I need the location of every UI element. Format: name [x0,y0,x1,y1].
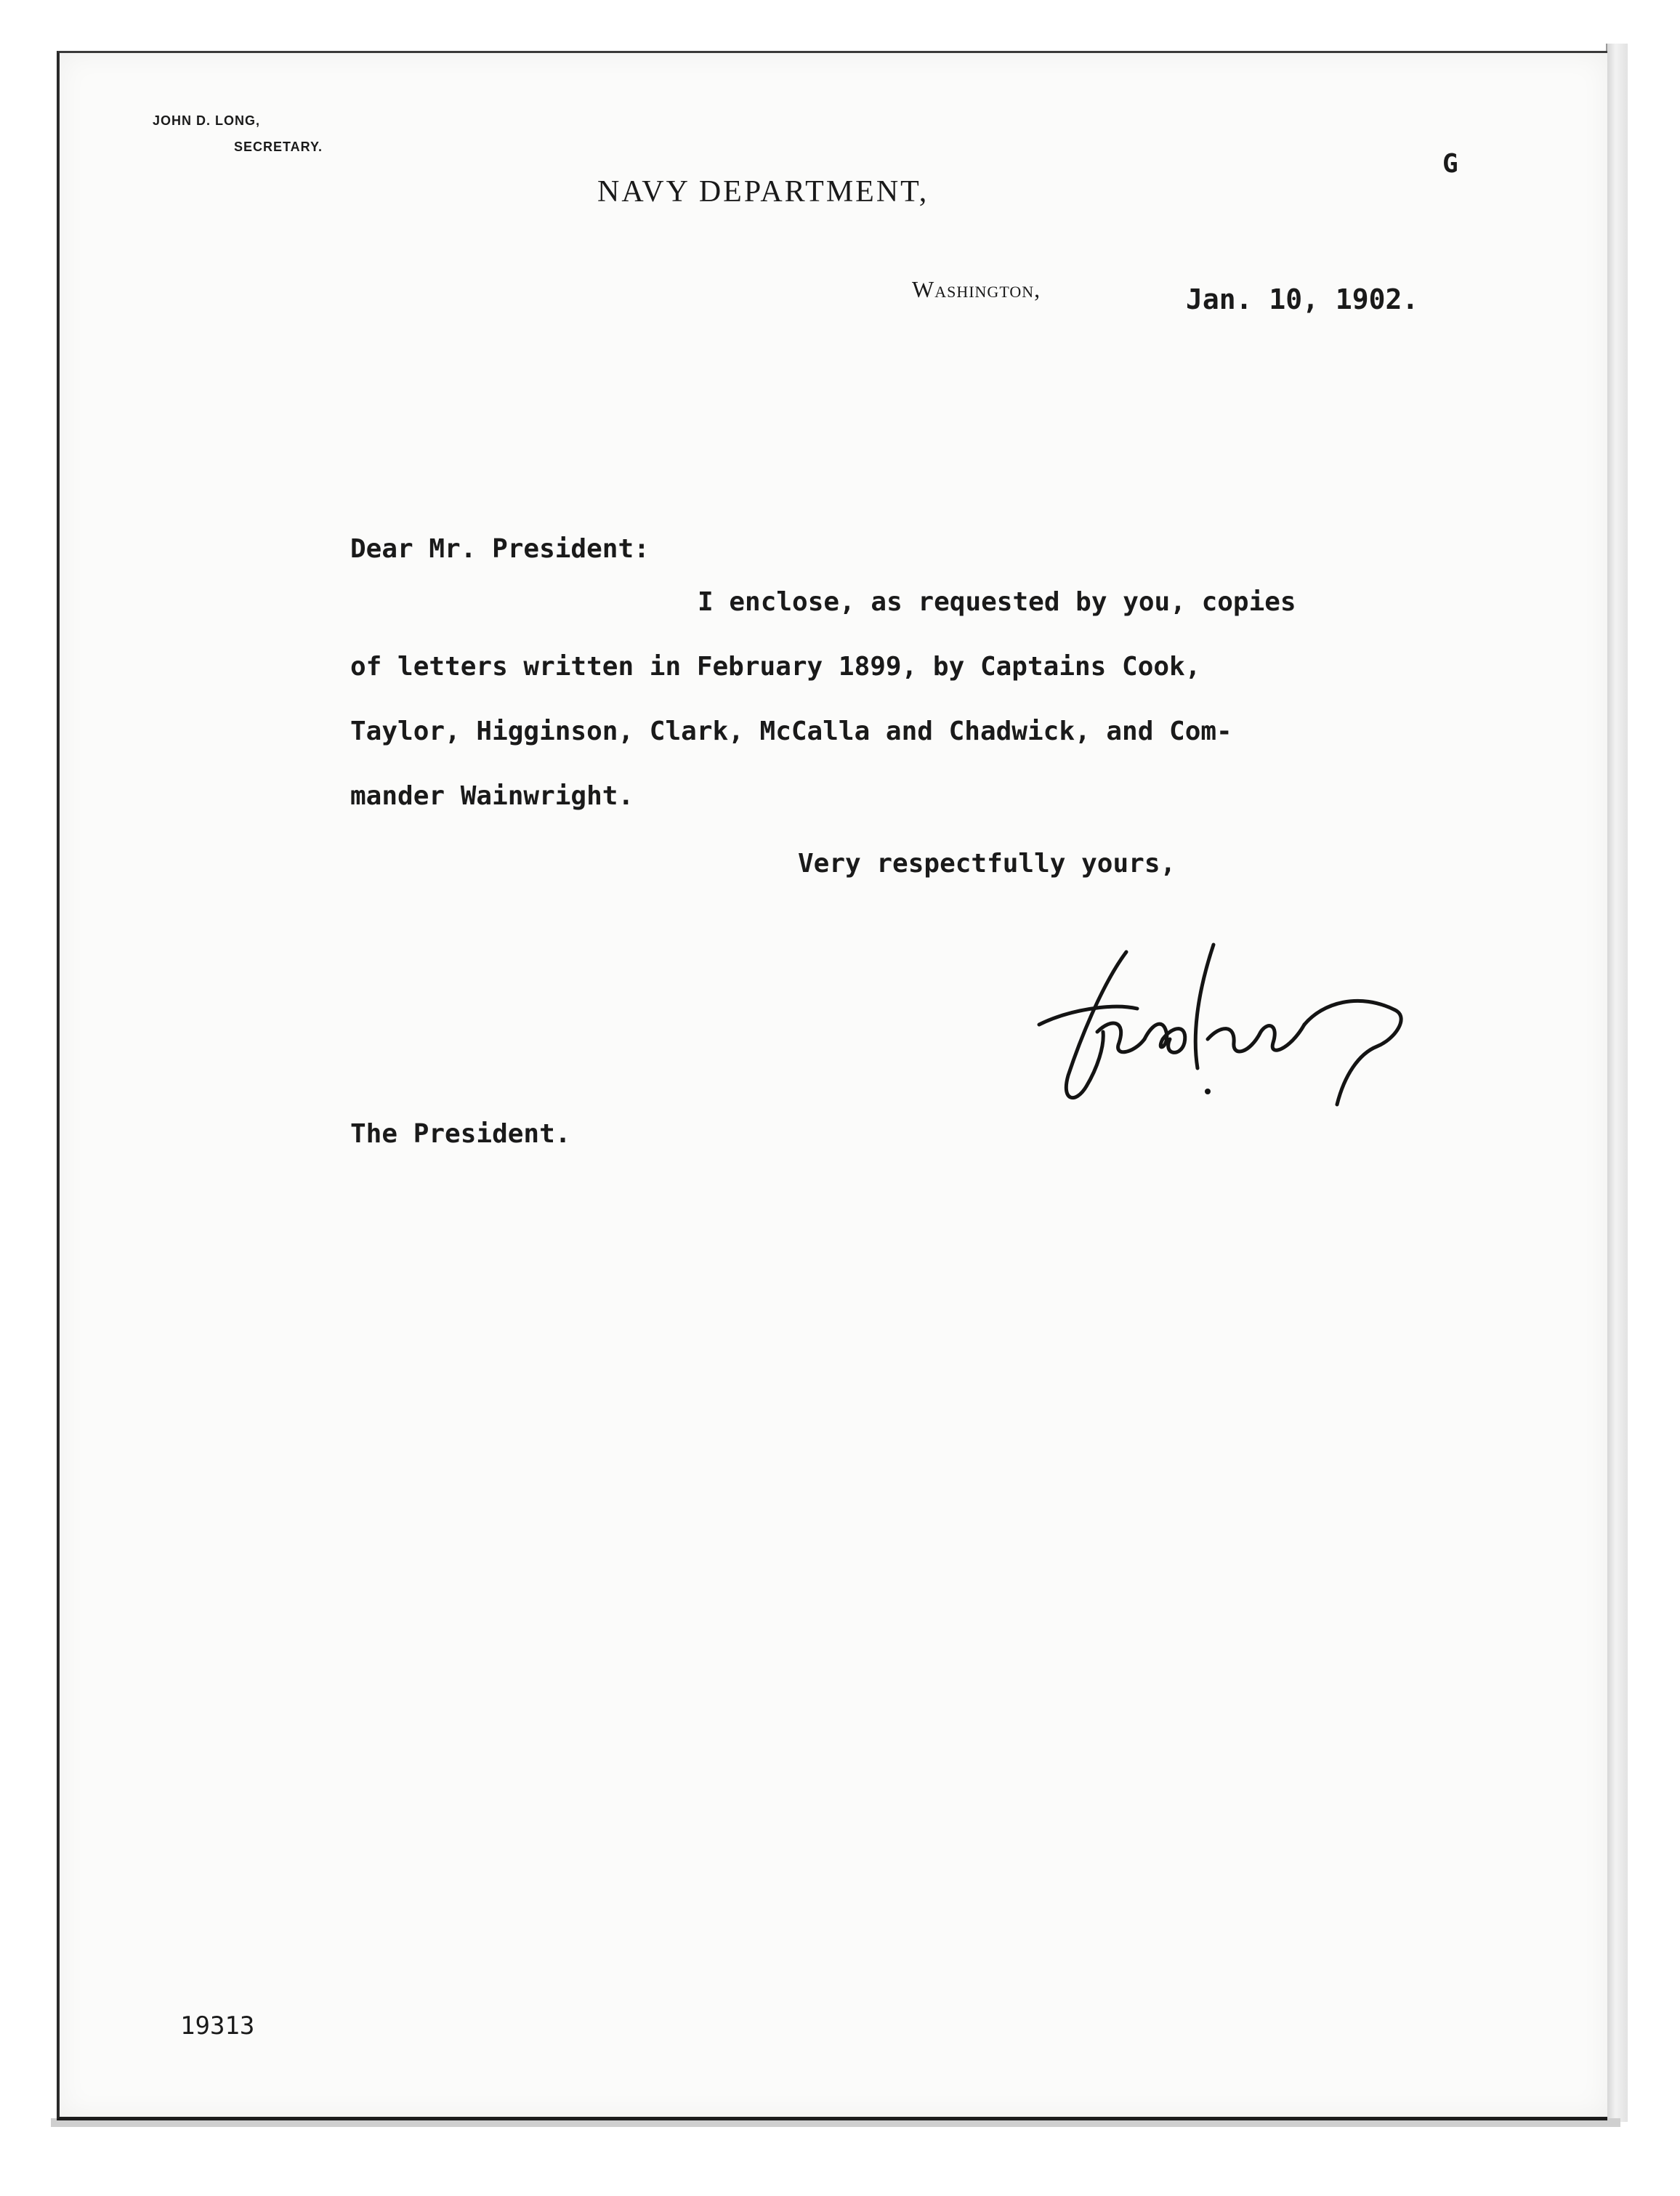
body-line-2: of letters written in February 1899, by Captains Cook, [350,652,1201,682]
salutation: Dear Mr. President: [350,534,650,564]
addressee: The President. [350,1119,571,1149]
body-line-3: Taylor, Higginson, Clark, McCalla and Chadwick, and Com- [350,716,1232,746]
body-line-1: I enclose, as requested by you, copies [698,587,1296,617]
closing: Very respectfully yours, [798,849,1176,879]
signature-image [1017,923,1424,1119]
sheet-edge-right [1606,44,1628,2122]
document-number: 19313 [180,2011,255,2040]
department-title: NAVY DEPARTMENT, [597,175,929,209]
letterhead-name: JOHN D. LONG, [153,113,261,128]
letter-date: Jan. 10, 1902. [1186,283,1419,315]
city-heading: Washington, [912,276,1041,302]
letterhead-title: SECRETARY. [234,140,323,154]
file-mark: G [1442,149,1458,179]
body-line-4: mander Wainwright. [350,781,634,811]
